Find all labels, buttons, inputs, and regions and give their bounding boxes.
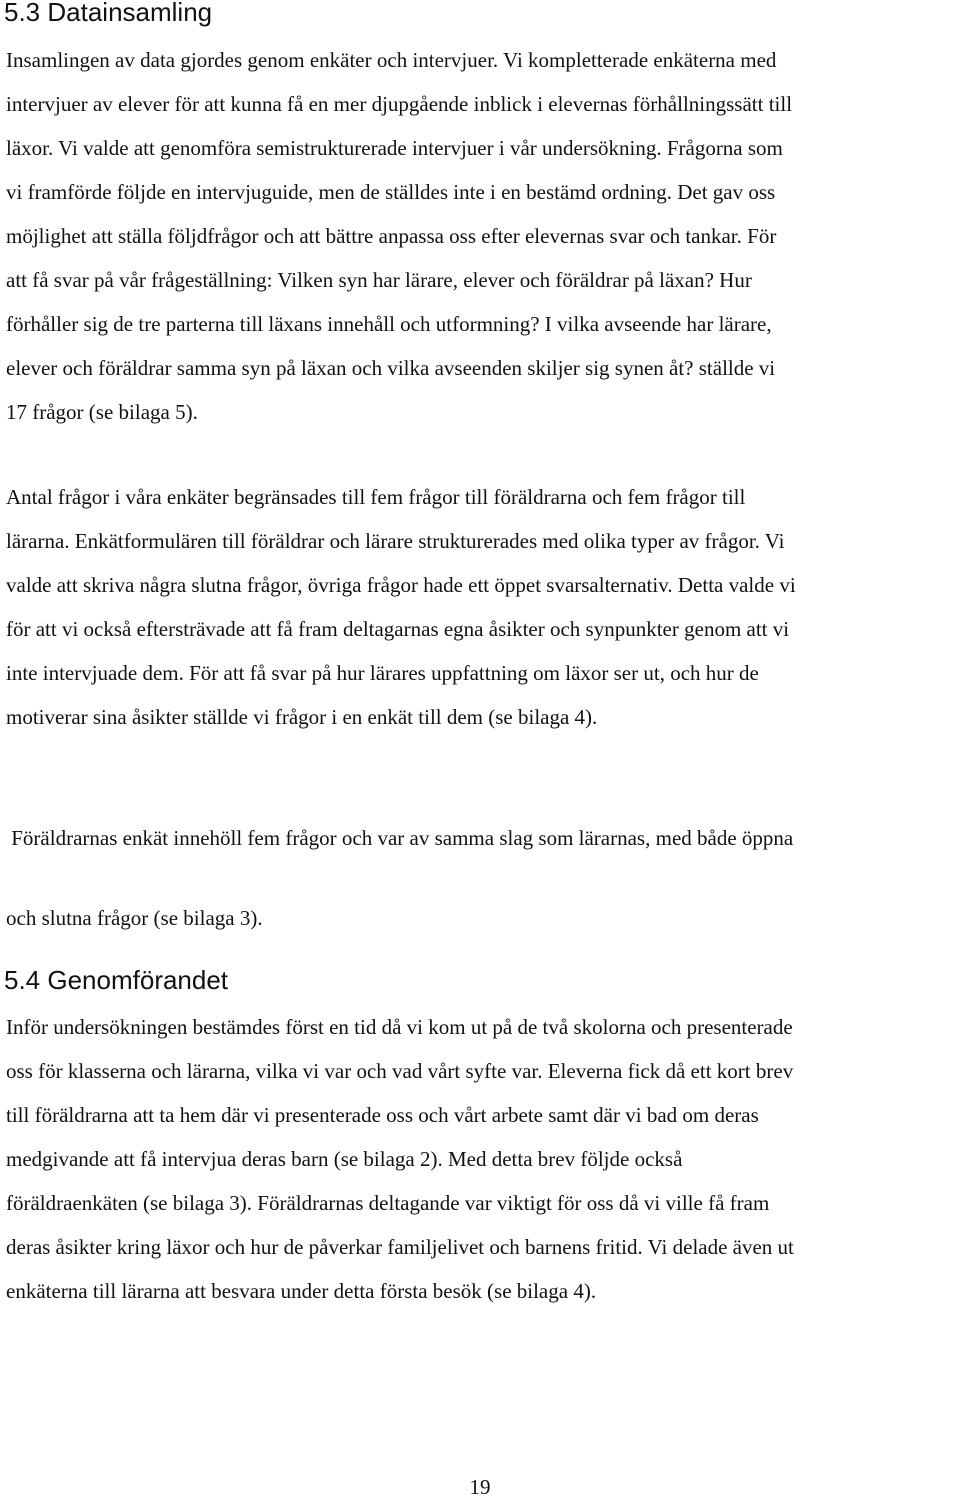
text-line: Inför undersökningen bestämdes först en tid då vi kom ut på de två skolorna och presenterade [6,1015,793,1039]
text-line: deras åsikter kring läxor och hur de påverkar familjelivet och barnens fritid. Vi delade även ut [6,1235,794,1259]
paragraph-datainsamling-2 [6,475,796,739]
section-heading-datainsamling: 5.3 Datainsamling [4,0,213,27]
text-line: till föräldrarna att ta hem där vi presenterade oss och vårt arbete samt där vi bad om deras [6,1103,759,1127]
paragraph-datainsamling-1 [6,38,792,434]
text-line: föräldraenkäten (se bilaga 3). Föräldrarnas deltagande var viktigt för oss då vi ville få fram [6,1191,770,1215]
text-line: vi framförde följde en intervjuguide, men de ställdes inte i en bestämd ordning. Det gav oss [6,180,776,204]
text-line: elever och föräldrar samma syn på läxan och vilka avseenden skiljer sig synen åt? ställde vi [6,356,776,380]
text-line: Föräldrarnas enkät innehöll fem frågor och var av samma slag som lärarnas, med både öppna [6,826,794,850]
text-line: och slutna frågor (se bilaga 3). [6,906,263,930]
text-line: 17 frågor (se bilaga 5). [6,400,198,424]
text-line: Antal frågor i våra enkäter begränsades till fem frågor till föräldrarna och fem frågor till [6,485,746,509]
page-number: 19 [469,1475,491,1499]
text-line: förhåller sig de tre parterna till läxans innehåll och utformning? I vilka avseende har lärare, [6,312,772,336]
text-line: oss för klasserna och lärarna, vilka vi var och vad vårt syfte var. Eleverna fick då ett kort brev [6,1059,794,1083]
text-line: motiverar sina åsikter ställde vi frågor i en enkät till dem (se bilaga 4). [6,705,598,729]
section-heading-genomforandet: 5.4 Genomförandet [4,965,229,995]
text-line: medgivande att få intervjua deras barn (se bilaga 2). Med detta brev följde också [6,1147,683,1171]
text-line: lärarna. Enkätformulären till föräldrar och lärare strukturerades med olika typer av frågor. Vi [6,529,785,553]
paragraph-genomforandet-1 [6,1005,794,1313]
text-line: valde att skriva några slutna frågor, övriga frågor hade ett öppet svarsalternativ. Detta valde vi [6,573,796,597]
text-line: Insamlingen av data gjordes genom enkäter och intervjuer. Vi kompletterade enkäterna med [6,48,777,72]
text-line: att få svar på vår frågeställning: Vilken syn har lärare, elever och föräldrar på läxan? Hur [6,268,752,292]
text-line: enkäterna till lärarna att besvara under detta första besök (se bilaga 4). [6,1279,597,1303]
text-line: möjlighet att ställa följdfrågor och att bättre anpassa oss efter elevernas svar och tankar. För [6,224,777,248]
paragraph-datainsamling-3 [6,780,793,976]
text-line: intervjuer av elever för att kunna få en mer djupgående inblick i elevernas förhållningssätt till [6,92,793,116]
text-line: för att vi också eftersträvade att få fram deltagarnas egna åsikter och synpunkter genom att vi [6,617,790,641]
text-line: läxor. Vi valde att genomföra semistrukturerade intervjuer i vår undersökning. Frågorna som [6,136,783,160]
text-line: inte intervjuade dem. För att få svar på hur lärares uppfattning om läxor ser ut, och hur de [6,661,759,685]
